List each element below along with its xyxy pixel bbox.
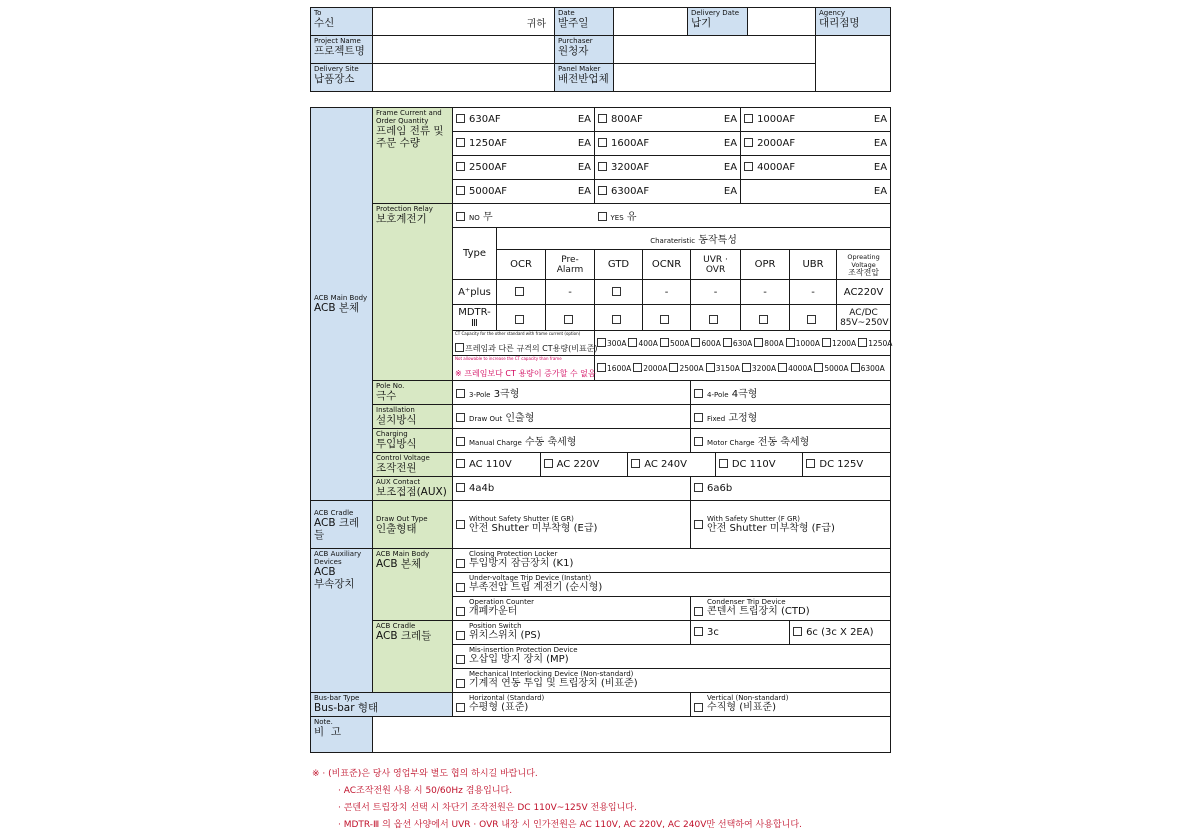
checkbox[interactable]: [822, 338, 831, 347]
checkbox[interactable]: [612, 315, 621, 324]
relay-voltage-aplus: AC220V: [837, 280, 891, 305]
relay-no-option[interactable]: NO 무: [453, 204, 595, 228]
mp-option[interactable]: Mis-insertion Protection Device 오삽입 방지 장치 (MP): [453, 645, 891, 669]
frame-option[interactable]: 2500AF EA: [453, 156, 595, 180]
aux-4a4b-option[interactable]: 4a4b: [453, 477, 691, 501]
note-label: Note. 비 고: [311, 717, 373, 753]
checkbox[interactable]: [694, 607, 703, 616]
delivery-date-field[interactable]: [748, 8, 816, 36]
checkbox[interactable]: [544, 459, 553, 468]
ct-option-label: 5000A: [824, 364, 849, 373]
checkbox[interactable]: [814, 363, 823, 372]
site-label: Delivery Site 납품장소: [311, 64, 373, 92]
ct-option-label: 6300A: [860, 364, 885, 373]
pole-4-option[interactable]: 4-Pole 4극형: [691, 381, 891, 405]
control-option[interactable]: DC 125V: [803, 453, 890, 476]
ct-warning: Not allowable to increase the CT capacity than frame ※ 프레임보다 CT 용량이 증가할 수 없음: [453, 356, 595, 381]
relay-cell[interactable]: [691, 305, 741, 331]
checkbox[interactable]: [786, 338, 795, 347]
checkbox[interactable]: [456, 607, 465, 616]
date-field[interactable]: [614, 8, 688, 36]
relay-cell[interactable]: [643, 305, 691, 331]
main-table: [310, 107, 891, 753]
cradle-label: ACB Cradle ACB 크레들: [311, 501, 373, 549]
checkbox[interactable]: [709, 315, 718, 324]
frame-option[interactable]: 630AF EA: [453, 108, 595, 132]
ct-option-label: 1200A: [831, 339, 857, 348]
relay-col-ubr: UBR: [790, 250, 837, 280]
ct-option-label: 3150A: [715, 364, 740, 373]
checkbox[interactable]: [598, 186, 607, 195]
checkbox[interactable]: [660, 315, 669, 324]
checkbox[interactable]: [455, 343, 464, 352]
aux-cradle-label: ACB Cradle ACB 크레들: [373, 621, 453, 693]
to-field[interactable]: 귀하: [373, 8, 555, 36]
checkbox[interactable]: [456, 679, 465, 688]
checkbox[interactable]: [456, 186, 465, 195]
horizontal-option[interactable]: Horizontal (Standard) 수평형 (표준): [453, 693, 691, 717]
frame-label: Frame Current and Order Quantity 프레임 전류 및 주문 수량: [373, 108, 453, 204]
to-label: To 수신: [311, 8, 373, 36]
panel-field[interactable]: [614, 64, 816, 92]
checkbox[interactable]: [598, 212, 607, 221]
checkbox[interactable]: [694, 389, 703, 398]
relay-row-aplus: A⁺plus: [453, 280, 497, 305]
delivery-date-label: Delivery Date 납기: [688, 8, 748, 36]
date-label: Date 발주일: [555, 8, 614, 36]
relay-col-ocr: OCR: [497, 250, 546, 280]
checkbox[interactable]: [456, 703, 465, 712]
motor-charge-option[interactable]: Motor Charge 전동 축세형: [691, 429, 891, 453]
checkbox[interactable]: [456, 655, 465, 664]
project-label: Project Name 프로젝트명: [311, 36, 373, 64]
relay-cell[interactable]: [595, 305, 643, 331]
relay-col-opr: OPR: [741, 250, 790, 280]
footnote: ※ · (비표준)은 당사 영업부와 별도 협의 하시길 바랍니다.: [312, 769, 538, 779]
checkbox[interactable]: [456, 459, 465, 468]
frame-option[interactable]: 1250AF EA: [453, 132, 595, 156]
relay-cell[interactable]: [741, 305, 790, 331]
relay-cell: -: [546, 280, 595, 305]
control-option[interactable]: AC 240V: [628, 453, 716, 476]
checkbox[interactable]: [669, 363, 678, 372]
busbar-label: Bus-bar Type Bus-bar 형태: [311, 693, 453, 717]
fixed-option[interactable]: Fixed 고정형: [691, 405, 891, 429]
checkbox[interactable]: [694, 437, 703, 446]
aux-6a6b-option[interactable]: 6a6b: [691, 477, 891, 501]
checkbox[interactable]: [456, 114, 465, 123]
vertical-option[interactable]: Vertical (Non-standard) 수직형 (비표준): [691, 693, 891, 717]
frame-option[interactable]: 2000AF EA: [741, 132, 891, 156]
checkbox[interactable]: [456, 138, 465, 147]
relay-cell[interactable]: [595, 280, 643, 305]
ct-option-label: 1250A: [868, 339, 893, 348]
checkbox[interactable]: [456, 437, 465, 446]
relay-cell: -: [790, 280, 837, 305]
checkbox[interactable]: [564, 315, 573, 324]
frame-option[interactable]: 1000AF EA: [741, 108, 891, 132]
drawout-option[interactable]: Draw Out 인출형: [453, 405, 691, 429]
relay-type-header: Type: [453, 228, 497, 280]
checkbox[interactable]: [754, 338, 763, 347]
relay-col-uvr-ovr: UVR · OVR: [691, 250, 741, 280]
checkbox[interactable]: [631, 459, 640, 468]
manual-charge-option[interactable]: Manual Charge 수동 축세형: [453, 429, 691, 453]
frame-option[interactable]: 5000AF EA: [453, 180, 595, 204]
ct-row-2[interactable]: [595, 356, 891, 381]
pole-3-option[interactable]: 3-Pole 3극형: [453, 381, 691, 405]
checkbox[interactable]: [597, 338, 606, 347]
ct-option-label: 2000A: [643, 364, 668, 373]
frame-option[interactable]: 4000AF EA: [741, 156, 891, 180]
relay-label: Protection Relay 보호계전기: [373, 204, 453, 381]
checkbox[interactable]: [851, 363, 860, 372]
ct-row-1[interactable]: [595, 331, 891, 356]
checkbox[interactable]: [723, 338, 732, 347]
checkbox[interactable]: [456, 631, 465, 640]
ct-option-label: 600A: [701, 339, 721, 348]
checkbox[interactable]: [628, 338, 637, 347]
agency-field[interactable]: [816, 36, 891, 92]
ct-option-label: 400A: [638, 339, 658, 348]
ctd-option[interactable]: Condenser Trip Device 콘덴서 트립장치 (CTD): [691, 597, 891, 621]
control-label: Control Voltage 조작전원: [373, 453, 453, 477]
note-field[interactable]: [373, 717, 891, 753]
uvt-option[interactable]: Under-voltage Trip Device (Instant) 부족전압 트립 계전기 (순시형): [453, 573, 891, 597]
checkbox[interactable]: [456, 212, 465, 221]
ct-option-label: 300A: [607, 339, 627, 348]
frame-option[interactable]: 3200AF EA: [595, 156, 741, 180]
project-field[interactable]: [373, 36, 555, 64]
ct-option-label: 800A: [764, 339, 784, 348]
op-counter-option[interactable]: Operation Counter 개폐카운터: [453, 597, 691, 621]
header-table: [310, 7, 891, 92]
pole-label: Pole No. 극수: [373, 381, 453, 405]
mi-option[interactable]: Mechanical Interlocking Device (Non-standard) 기계적 연동 투입 및 트립장치 (비표준): [453, 669, 891, 693]
checkbox[interactable]: [633, 363, 642, 372]
checkbox[interactable]: [598, 138, 607, 147]
purchaser-label: Purchaser 원청자: [555, 36, 614, 64]
acb-body-label: ACB Main Body ACB 본체: [311, 108, 373, 501]
checkbox[interactable]: [694, 483, 703, 492]
relay-cell[interactable]: [497, 305, 546, 331]
frame-option[interactable]: 800AF EA: [595, 108, 741, 132]
relay-cell[interactable]: [546, 305, 595, 331]
ct-option-label: 1600A: [607, 364, 632, 373]
relay-cell: -: [691, 280, 741, 305]
checkbox[interactable]: [807, 315, 816, 324]
relay-cell: -: [741, 280, 790, 305]
purchaser-field[interactable]: [614, 36, 816, 64]
control-option[interactable]: DC 110V: [715, 453, 803, 476]
checkbox[interactable]: [597, 363, 606, 372]
checkbox[interactable]: [806, 459, 815, 468]
checkbox[interactable]: [742, 363, 751, 372]
relay-cell[interactable]: [790, 305, 837, 331]
ps-6c-option[interactable]: 6c (3c X 2EA): [790, 621, 891, 645]
checkbox[interactable]: [612, 287, 621, 296]
checkbox[interactable]: [456, 520, 465, 529]
ct-option-label: 4000A: [788, 364, 813, 373]
checkbox[interactable]: [744, 138, 753, 147]
checkbox[interactable]: [719, 459, 728, 468]
checkbox[interactable]: [694, 627, 703, 636]
checkbox[interactable]: [456, 162, 465, 171]
checkbox[interactable]: [515, 315, 524, 324]
checkbox[interactable]: [858, 338, 867, 347]
relay-col-gtd: GTD: [595, 250, 643, 280]
checkbox[interactable]: [691, 338, 700, 347]
footnote: · MDTR-Ⅲ 의 옵션 사양에서 UVR · OVR 내장 시 인가전원은 AC 110V, AC 220V, AC 240V만 선택하여 사용합니다.: [338, 820, 802, 830]
checkbox[interactable]: [598, 162, 607, 171]
control-options[interactable]: [453, 453, 891, 477]
with-shutter-option[interactable]: With Safety Shutter (F GR) 안전 Shutter 미부착형 (F급): [691, 501, 891, 549]
ps-3c-option[interactable]: 3c: [691, 621, 790, 645]
locker-option[interactable]: Closing Protection Locker 투입방지 잠금장치 (K1): [453, 549, 891, 573]
ct-option-label: 630A: [732, 339, 753, 348]
without-shutter-option[interactable]: Without Safety Shutter (E GR) 안전 Shutter 미부착형 (E급): [453, 501, 691, 549]
ct-option-label: 2500A: [679, 364, 704, 373]
relay-voltage-mdtr: AC/DC 85V~250V: [837, 305, 891, 331]
relay-col-voltage: Opreating Voltage 조작전압: [837, 250, 891, 280]
frame-option[interactable]: 6300AF EA: [595, 180, 741, 204]
footnote: · 콘덴서 트립장치 선택 시 차단기 조작전원은 DC 110V~125V 전용입니다.: [338, 803, 637, 813]
charging-label: Charging 투입방식: [373, 429, 453, 453]
relay-col-prealarm: Pre-Alarm: [546, 250, 595, 280]
panel-label: Panel Maker 배전반업체: [555, 64, 614, 92]
checkbox[interactable]: [456, 483, 465, 492]
ct-option-label: 500A: [669, 339, 690, 348]
checkbox[interactable]: [759, 315, 768, 324]
checkbox[interactable]: [793, 627, 802, 636]
footnote: · AC조작전원 사용 시 50/60Hz 겸용입니다.: [338, 786, 513, 796]
checkbox[interactable]: [515, 287, 524, 296]
checkbox[interactable]: [694, 413, 703, 422]
install-label: Installation 설치방식: [373, 405, 453, 429]
checkbox[interactable]: [694, 520, 703, 529]
checkbox[interactable]: [744, 162, 753, 171]
checkbox[interactable]: [694, 703, 703, 712]
aux-body-label: ACB Main Body ACB 본체: [373, 549, 453, 621]
checkbox[interactable]: [778, 363, 787, 372]
relay-char-header: Charateristic 동작특성: [497, 228, 891, 250]
ct-row-2-options[interactable]: [597, 364, 887, 373]
checkbox[interactable]: [456, 583, 465, 592]
relay-cell[interactable]: [497, 280, 546, 305]
ct-capacity-option[interactable]: CT Capacity for the other standard with frame current (option) 프레임과 다른 규격의 CT용량(비표준): [453, 331, 595, 356]
ps-option[interactable]: Position Switch 위치스위치 (PS): [453, 621, 691, 645]
relay-row-mdtr: MDTR-Ⅲ: [453, 305, 497, 331]
checkbox[interactable]: [456, 389, 465, 398]
site-field[interactable]: [373, 64, 555, 92]
checkbox[interactable]: [706, 363, 715, 372]
control-option[interactable]: AC 110V: [453, 453, 540, 476]
footnotes: [312, 766, 802, 834]
relay-yes-option[interactable]: YES 유: [595, 204, 891, 228]
ct-row-1-options[interactable]: [597, 339, 894, 348]
control-option[interactable]: AC 220V: [540, 453, 628, 476]
checkbox[interactable]: [456, 559, 465, 568]
checkbox[interactable]: [660, 338, 669, 347]
checkbox[interactable]: [744, 114, 753, 123]
ct-option-label: 1000A: [795, 339, 820, 348]
frame-option[interactable]: 1600AF EA: [595, 132, 741, 156]
ct-option-label: 3200A: [751, 364, 777, 373]
drawout-type-label: Draw Out Type 인출형태: [373, 501, 453, 549]
relay-cell: -: [643, 280, 691, 305]
frame-option-empty[interactable]: EA: [741, 180, 891, 204]
aux-devices-label: ACB Auxiliary Devices ACB 부속장치: [311, 549, 373, 693]
aux-label: AUX Contact 보조접점(AUX): [373, 477, 453, 501]
checkbox[interactable]: [598, 114, 607, 123]
relay-col-ocnr: OCNR: [643, 250, 691, 280]
agency-label: Agency 대리점명: [816, 8, 891, 36]
checkbox[interactable]: [456, 413, 465, 422]
